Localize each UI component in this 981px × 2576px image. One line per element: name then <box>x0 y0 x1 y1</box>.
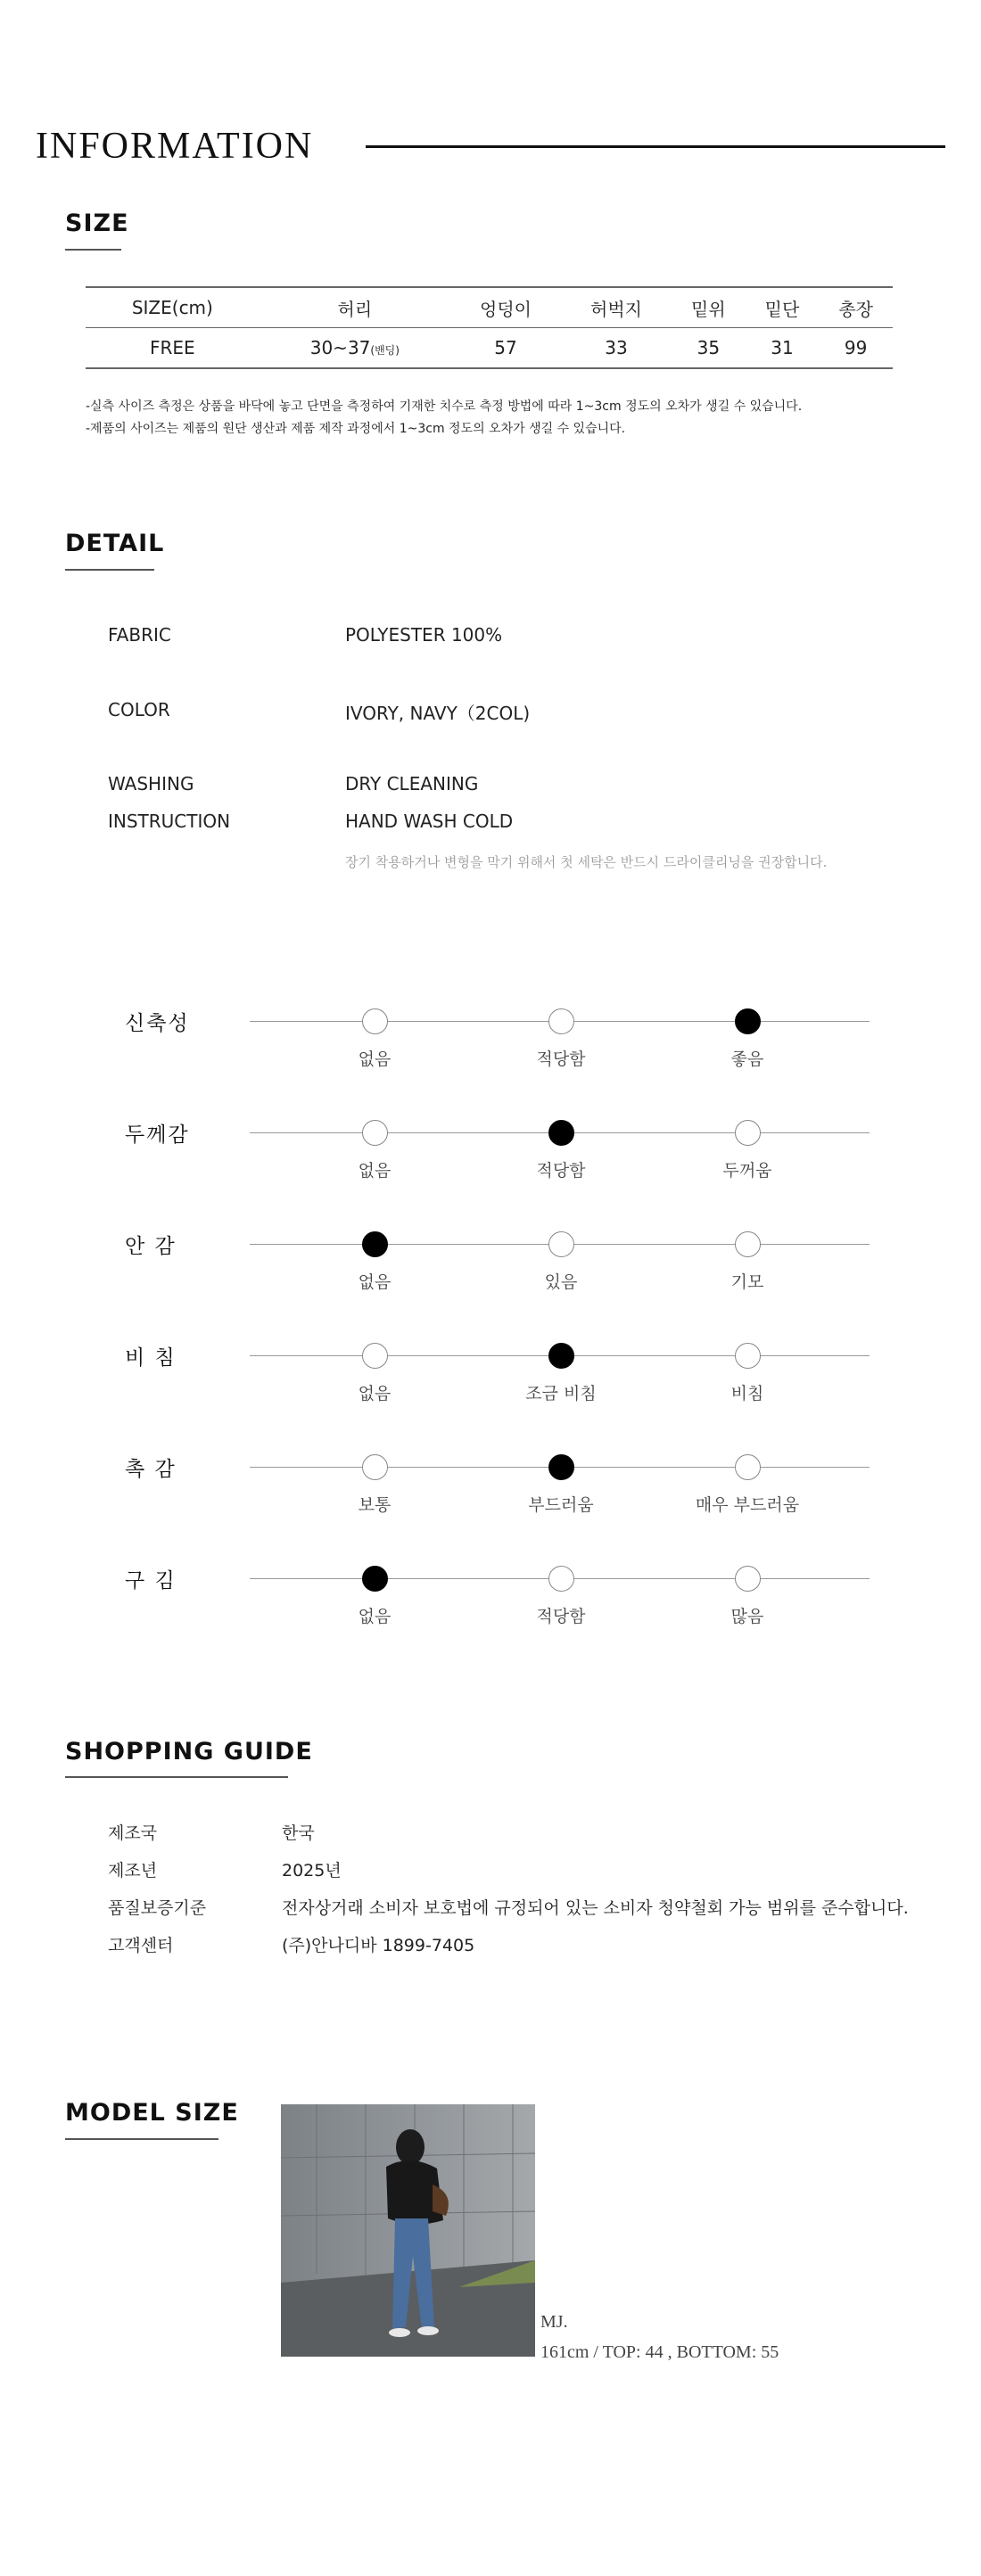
size-note: -실측 사이즈 측정은 상품을 바닥에 놓고 단면을 측정하여 기재한 치수로 측정 방법에 따라 1~3cm 정도의 오차가 생길 수 있습니다. <box>86 399 803 414</box>
washing-value-2: HAND WASH COLD <box>345 811 514 832</box>
scale-dot <box>362 1120 388 1146</box>
scale-option-label: 많음 <box>730 1607 764 1626</box>
size-heading: SIZE <box>65 210 129 237</box>
scale-dot <box>548 1566 574 1592</box>
model-size-heading: MODEL SIZE <box>65 2099 239 2127</box>
scale-dot <box>362 1454 388 1480</box>
scale-label: 촉 감 <box>125 1458 177 1481</box>
model-name: MJ. <box>540 2312 568 2332</box>
scale-dot-selected <box>548 1120 574 1146</box>
scale-option-label: 없음 <box>358 1161 392 1181</box>
scale-dot <box>548 1008 574 1034</box>
scale-dot <box>735 1566 761 1592</box>
scale-dot-selected <box>362 1566 388 1592</box>
scale-option-label: 적당함 <box>536 1607 586 1626</box>
scale-dot-selected <box>362 1231 388 1257</box>
scale-option-label: 기모 <box>730 1272 764 1292</box>
color-value: IVORY, NAVY（2COL) <box>345 703 531 724</box>
cell-waist <box>260 328 450 369</box>
col-size: SIZE(cm) <box>131 297 213 318</box>
cell-thigh: 33 <box>605 337 628 358</box>
guide-label: 제조국 <box>108 1823 158 1843</box>
scale-option-label: 보통 <box>358 1495 392 1515</box>
scale-option-label: 적당함 <box>536 1161 586 1181</box>
col-rise: 밑위 <box>691 298 726 320</box>
scale-option-label: 조금 비침 <box>525 1384 597 1403</box>
size-table <box>86 286 893 369</box>
scale-dot-selected <box>735 1008 761 1034</box>
scale-label: 안 감 <box>125 1235 177 1258</box>
scale-option-label: 좋음 <box>730 1049 764 1069</box>
cell-waist-note: (밴딩) <box>370 344 400 357</box>
scale-dot-selected <box>548 1454 574 1480</box>
cell-hip: 57 <box>494 337 517 358</box>
scale-option-label: 매우 부드러움 <box>695 1495 800 1515</box>
col-hip: 엉덩이 <box>480 298 532 320</box>
detail-heading-underline <box>65 569 154 571</box>
scale-dot <box>735 1120 761 1146</box>
shopping-guide-underline <box>65 1776 288 1778</box>
table-row <box>86 328 893 369</box>
model-photo <box>281 2104 535 2357</box>
col-hem: 밑단 <box>764 298 800 320</box>
scale-label: 신축성 <box>125 1012 190 1035</box>
guide-label: 제조년 <box>108 1861 158 1881</box>
title-divider <box>366 145 945 148</box>
fabric-value: POLYESTER 100% <box>345 624 503 646</box>
scale-option-label: 비침 <box>730 1384 764 1403</box>
cell-rise: 35 <box>697 337 721 358</box>
guide-label: 품질보증기준 <box>108 1898 207 1918</box>
scale-option-label: 없음 <box>358 1384 392 1403</box>
size-note: -제품의 사이즈는 제품의 원단 생산과 제품 제작 과정에서 1~3cm 정도의 오차가 생길 수 있습니다. <box>86 422 626 436</box>
scale-label: 두께감 <box>125 1123 190 1147</box>
model-size-underline <box>65 2138 218 2140</box>
guide-value: 한국 <box>282 1823 315 1843</box>
shopping-guide-heading: SHOPPING GUIDE <box>65 1738 313 1765</box>
col-thigh: 허벅지 <box>590 298 642 320</box>
detail-heading: DETAIL <box>65 530 165 557</box>
scale-option-label: 없음 <box>358 1607 392 1626</box>
scale-option-label: 적당함 <box>536 1049 586 1069</box>
cell-waist-value: 30~37 <box>309 337 371 358</box>
cell-size: FREE <box>149 337 195 358</box>
scale-label: 구 김 <box>125 1569 177 1593</box>
size-table-header <box>86 287 893 328</box>
washing-value: DRY CLEANING <box>345 773 479 794</box>
washing-label: WASHING <box>108 773 194 794</box>
page-title: INFORMATION <box>36 126 314 167</box>
scale-dot-selected <box>548 1343 574 1369</box>
scale-dot <box>735 1454 761 1480</box>
scale-option-label: 있음 <box>544 1272 578 1292</box>
scale-dot <box>735 1343 761 1369</box>
scale-option-label: 부드러움 <box>528 1495 594 1515</box>
washing-label-2: INSTRUCTION <box>108 811 231 832</box>
col-length: 총장 <box>838 298 873 320</box>
color-label: COLOR <box>108 699 170 720</box>
guide-value: (주)안나디바 1899-7405 <box>282 1936 475 1955</box>
guide-value: 2025년 <box>282 1861 342 1881</box>
model-spec: 161cm / TOP: 44 , BOTTOM: 55 <box>540 2342 779 2362</box>
scale-option-label: 없음 <box>358 1272 392 1292</box>
col-waist: 허리 <box>337 298 373 320</box>
scale-option-label: 두꺼움 <box>722 1161 772 1181</box>
scale-option-label: 없음 <box>358 1049 392 1069</box>
scale-dot <box>362 1008 388 1034</box>
scale-dot <box>548 1231 574 1257</box>
washing-note: 장기 착용하거나 변형을 막기 위해서 첫 세탁은 반드시 드라이클리닝을 권장합니다. <box>345 854 828 870</box>
cell-hem: 31 <box>771 337 794 358</box>
scale-label: 비 침 <box>125 1346 177 1370</box>
fabric-label: FABRIC <box>108 624 171 646</box>
cell-length: 99 <box>844 337 868 358</box>
size-heading-underline <box>65 249 121 251</box>
scale-dot <box>735 1231 761 1257</box>
scale-dot <box>362 1343 388 1369</box>
guide-label: 고객센터 <box>108 1936 174 1955</box>
guide-value: 전자상거래 소비자 보호법에 규정되어 있는 소비자 청약철회 가능 범위를 준수합니다. <box>282 1898 909 1918</box>
